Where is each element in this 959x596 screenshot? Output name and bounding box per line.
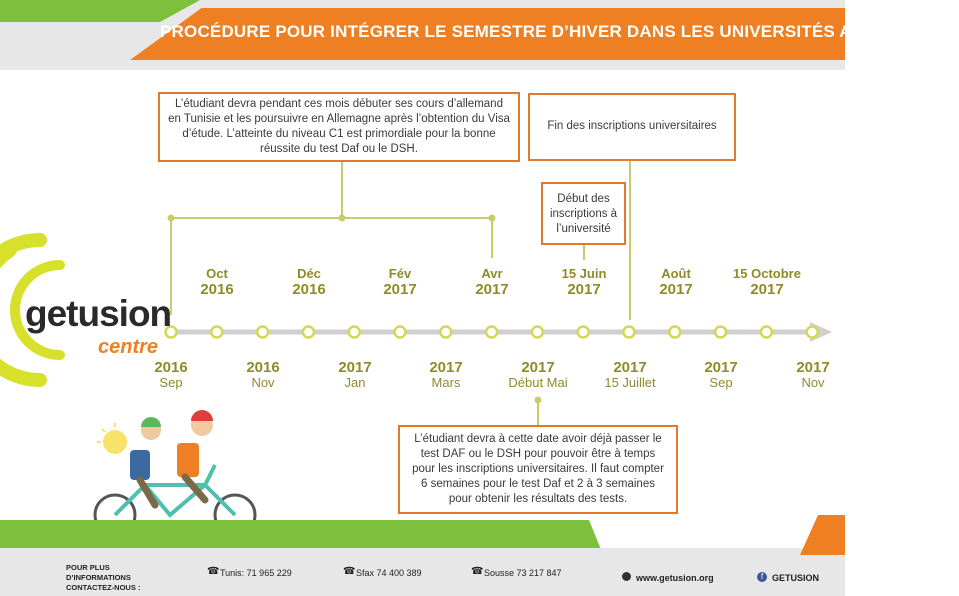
timeline-dot [440, 327, 451, 338]
timeline-month: Fév [388, 266, 412, 281]
timeline-label-top [544, 266, 624, 298]
timeline-month: Déc [297, 266, 321, 281]
timeline-label-bottom [310, 360, 400, 390]
phone-icon: ☎ [343, 566, 356, 577]
timeline-label-bottom [768, 360, 858, 390]
timeline-label-bottom [585, 360, 675, 390]
timeline-month: Mars [431, 375, 461, 390]
note-german-course-text: L’étudiant devra pendant ces mois débuter ses cours d’allemand en Tunisie et les poursuivre en Allemagne après l’obtention du Visa d’étude. L’atteinte du niveau C1 est primordiale pour la bonne réussite du test Daf ou le DSH. [168, 98, 510, 155]
timeline-month: Jan [344, 375, 366, 390]
timeline-year: 2017 [338, 359, 372, 376]
timeline-dot [532, 327, 543, 338]
logo-sub: centre [98, 336, 159, 358]
phone-sousse[interactable]: Sousse 73 217 847 [484, 568, 562, 578]
timeline-dot [761, 327, 772, 338]
globe-icon [622, 572, 631, 581]
timeline-dot [807, 327, 818, 338]
timeline-label-top [452, 266, 532, 298]
timeline-label-top [360, 266, 440, 298]
timeline-month: 15 Juin [561, 266, 607, 281]
timeline-dot [486, 327, 497, 338]
timeline-year: 2017 [796, 359, 830, 376]
timeline-dot [669, 327, 680, 338]
timeline-year: 2017 [659, 281, 693, 298]
phone-sfax[interactable]: Sfax 74 400 389 [356, 568, 422, 578]
logo-name: getusion [25, 293, 172, 334]
timeline-year: 2017 [704, 359, 738, 376]
footer-contact-label: POUR PLUS D’INFORMATIONS CONTACTEZ-NOUS : [66, 563, 141, 592]
timeline-month: Nov [251, 375, 275, 390]
connector-dot [339, 215, 346, 222]
timeline-dot [715, 327, 726, 338]
timeline-year: 2017 [383, 281, 417, 298]
timeline-dot [395, 327, 406, 338]
timeline-year: 2017 [750, 281, 784, 298]
timeline-year: 2016 [200, 281, 234, 298]
note-end-inscriptions-text: Fin des inscriptions universitaires [547, 120, 717, 132]
timeline-dot [349, 327, 360, 338]
timeline-label-top [269, 266, 349, 298]
sun-icon [103, 430, 127, 454]
timeline-dot [624, 327, 635, 338]
timeline-label-top [177, 266, 257, 298]
timeline-label-top [636, 266, 716, 298]
timeline-month: Nov [801, 375, 825, 390]
timeline-year: 2017 [613, 359, 647, 376]
timeline-month: Sep [159, 375, 183, 390]
note-start-inscriptions-text: Début des inscriptions à l’université [549, 193, 618, 235]
phone-icon: ☎ [471, 566, 484, 577]
timeline-year: 2016 [246, 359, 280, 376]
website-link[interactable]: www.getusion.org [636, 573, 714, 583]
timeline-month: Sep [709, 375, 733, 390]
facebook-icon: f [757, 572, 767, 582]
timeline-month: Oct [206, 266, 228, 281]
timeline-month: 15 Octobre [733, 266, 801, 281]
timeline-month: 15 Juillet [604, 375, 656, 390]
timeline-dot [211, 327, 222, 338]
timeline-label-top [727, 266, 807, 298]
timeline-label-bottom [218, 360, 308, 390]
timeline-label-bottom [401, 360, 491, 390]
timeline-month: Avr [481, 266, 503, 281]
timeline-dot [257, 327, 268, 338]
timeline-dot [578, 327, 589, 338]
timeline-year: 2017 [429, 359, 463, 376]
timeline-year: 2016 [292, 281, 326, 298]
timeline-year: 2017 [475, 281, 509, 298]
timeline-label-bottom [676, 360, 766, 390]
page-title: PROCÉDURE POUR INTÉGRER LE SEMESTRE D’HIVER DANS LES UNIVERSITÉS ALLEMANDES [160, 22, 959, 41]
timeline-dot [303, 327, 314, 338]
timeline-label-bottom [493, 360, 583, 390]
timeline-year: 2016 [154, 359, 188, 376]
timeline-month: Août [661, 266, 691, 281]
tandem-bike-illustration [85, 405, 270, 540]
phone-icon: ☎ [207, 566, 220, 577]
timeline-year: 2017 [521, 359, 555, 376]
phone-tunis[interactable]: Tunis: 71 965 229 [220, 568, 292, 578]
rider-front [177, 443, 199, 477]
rider-rear [130, 450, 150, 480]
timeline-month: Début Mai [508, 375, 568, 390]
note-test-deadline-text: L’étudiant devra à cette date avoir déjà passer le test DAF ou le DSH pour pouvoir être à temps pour les inscriptions universitaires. Il faut compter 6 semaines pour le test Daf et 2 à 3 semaines pour obtenir les résultats des tests. [412, 433, 664, 505]
facebook-link[interactable]: GETUSION [772, 573, 820, 583]
timeline-year: 2017 [567, 281, 601, 298]
